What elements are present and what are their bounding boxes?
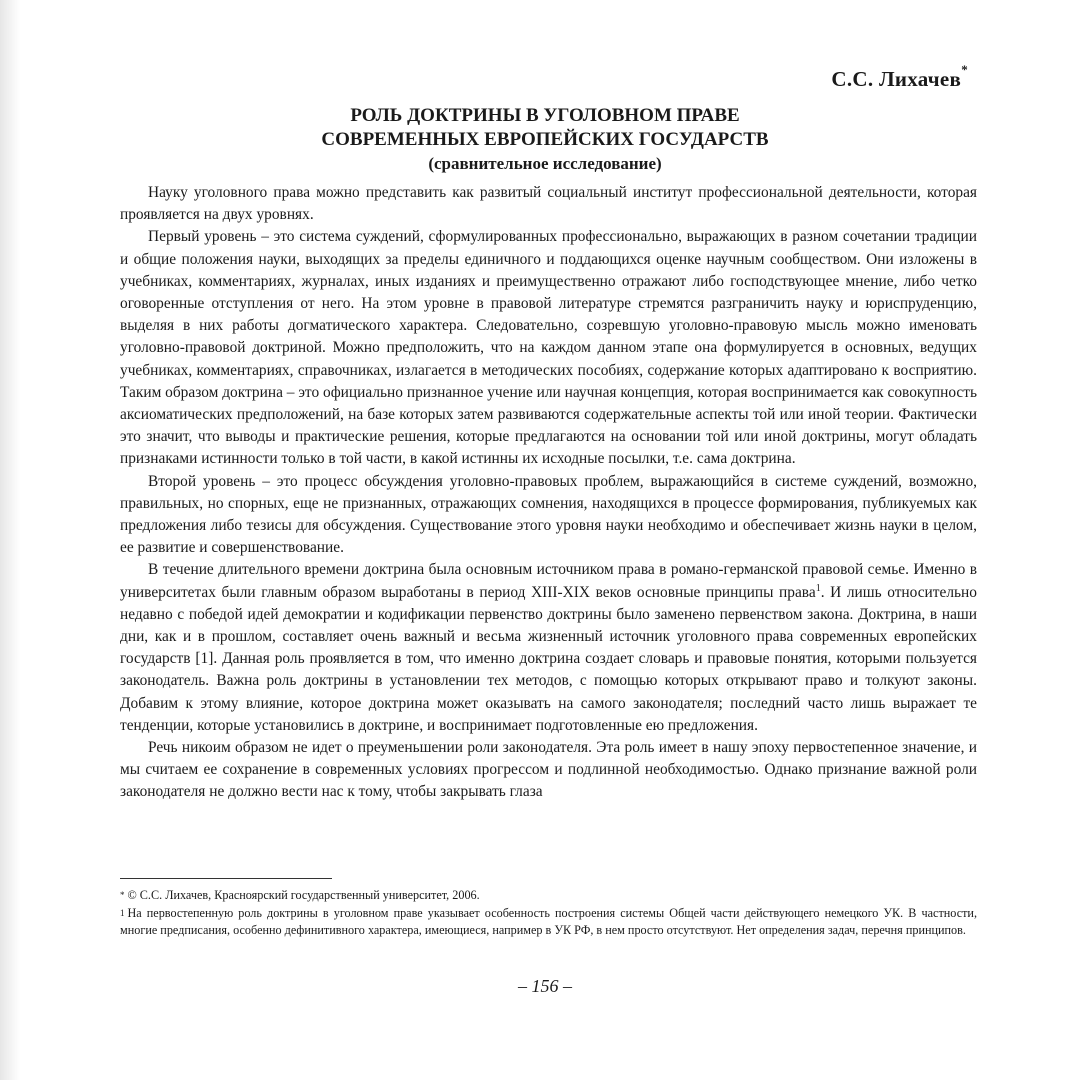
paragraph-4 (120, 559, 977, 737)
article-title (0, 104, 1090, 176)
footnote-1 (120, 905, 977, 940)
author-footnote-mark: * (961, 62, 968, 77)
page-number: – 156 – (518, 976, 572, 996)
footnote-author (120, 887, 977, 905)
footnote-ref-1: 1 (815, 582, 821, 594)
title-line-2: СОВРЕМЕННЫХ ЕВРОПЕЙСКИХ ГОСУДАРСТВ (321, 129, 769, 150)
author-name-text: С.С. Лихачев (831, 67, 962, 91)
paragraph-5: Речь никоим образом не идет о преуменьшении роли законодателя. Эта роль имеет в нашу эпоху первостепенное значение, и мы считаем ее сохранение в современных условиях прогрессом и подлинной необходимостью. Однако признание важной роли законодателя не должно вести нас к тому, чтобы закрывать глаза (120, 739, 977, 801)
footnotes (120, 887, 977, 940)
footnote-author-text: © С.С. Лихачев, Красноярский государственный университет, 2006. (127, 888, 480, 902)
footnote-star-mark: * (120, 890, 125, 900)
footnote-separator (120, 878, 332, 879)
paragraph-3: Второй уровень – это процесс обсуждения уголовно-правовых проблем, выражающийся в системе суждений, возможно, правильных, но спорных, еще не признанных, отражающих сомнения, находящихся в процессе формирования, публикуемых как предложения либо тезисы для обсуждения. Существование этого уровня науки необходимо и обеспечивает жизнь науки в целом, ее развитие и совершенствование. (120, 472, 977, 557)
footnote-1-mark: 1 (120, 907, 125, 918)
paragraph-2: Первый уровень – это система суждений, сформулированных профессионально, выражающих в разном сочетании традиции и общие положения науки, выходящих за пределы единичного и поддающихся оценке научным сообществом. Они изложены в учебниках, комментариях, журналах, иных изданиях и преимущественно отражают либо господствующее мнение, либо четко оговоренные отступления от него. На этом уровне в правовой литературе стремятся разграничить науку и юриспруденцию, выделяя в них работы догматического характера. Следовательно, созревшую уголовно-правовую мысль можно именовать уголовно-правовой доктриной. Можно предположить, что на каждом данном этапе она формулируется в основных, ведущих учебниках, комментариях, справочниках, излагается в методических пособиях, содержание которых адаптировано к восприятию. Таким образом доктрина – это официально признанное учение или научная концепция, которая воспринимается как совокупность аксиоматических предположений, на базе которых затем развиваются содержательные аспекты той или иной теории. Фактически это значит, что выводы и практические решения, которые предлагаются на основании той или иной доктрины, могут обладать признаками истинности только в той части, в какой истинны их исходные посылки, т.е. сама доктрина. (120, 228, 977, 468)
footnote-1-text: На первостепенную роль доктрины в уголовном праве указывает особенность построения системы Общей части действующего немецкого УК. В частности, многие предписания, особенно дефинитивного характера, имеющиеся, например в УК РФ, в нем просто отсутствуют. Нет определения задач, перечня принципов. (120, 905, 977, 937)
author-name (831, 62, 968, 92)
article-body (120, 182, 977, 804)
paragraph-4-part-b: . И лишь относительно недавно с победой идей демократии и кодификации первенство доктрины было заменено первенством закона. Доктрина, в наши дни, как и в прошлом, составляет очень важный и весьма жизненный источник уголовного права современных европейских государств [1]. Данная роль проявляется в том, что именно доктрина создает словарь и правовые понятия, которыми пользуется законодатель. Важна роль доктрины в установлении тех методов, с помощью которых открывают право и толкуют законы. Добавим к этому влияние, которое доктрина может оказывать на самого законодателя; последний часто лишь выражает те тенденции, которые установились в доктрине, и воспринимает подготовленные ею предложения. (120, 583, 977, 734)
title-subtitle: (сравнительное исследование) (428, 154, 662, 173)
title-line-1: РОЛЬ ДОКТРИНЫ В УГОЛОВНОМ ПРАВЕ (350, 105, 740, 126)
paragraph-4-part-a: В течение длительного времени доктрина была основным источником права в романо-германской правовой семье. Именно в университетах были главным образом выработаны в период XIII-XIX веков основные принципы права (120, 561, 977, 601)
paragraph-1: Науку уголовного права можно представить как развитый социальный институт профессиональной деятельности, которая проявляется на двух уровнях. (120, 184, 977, 224)
